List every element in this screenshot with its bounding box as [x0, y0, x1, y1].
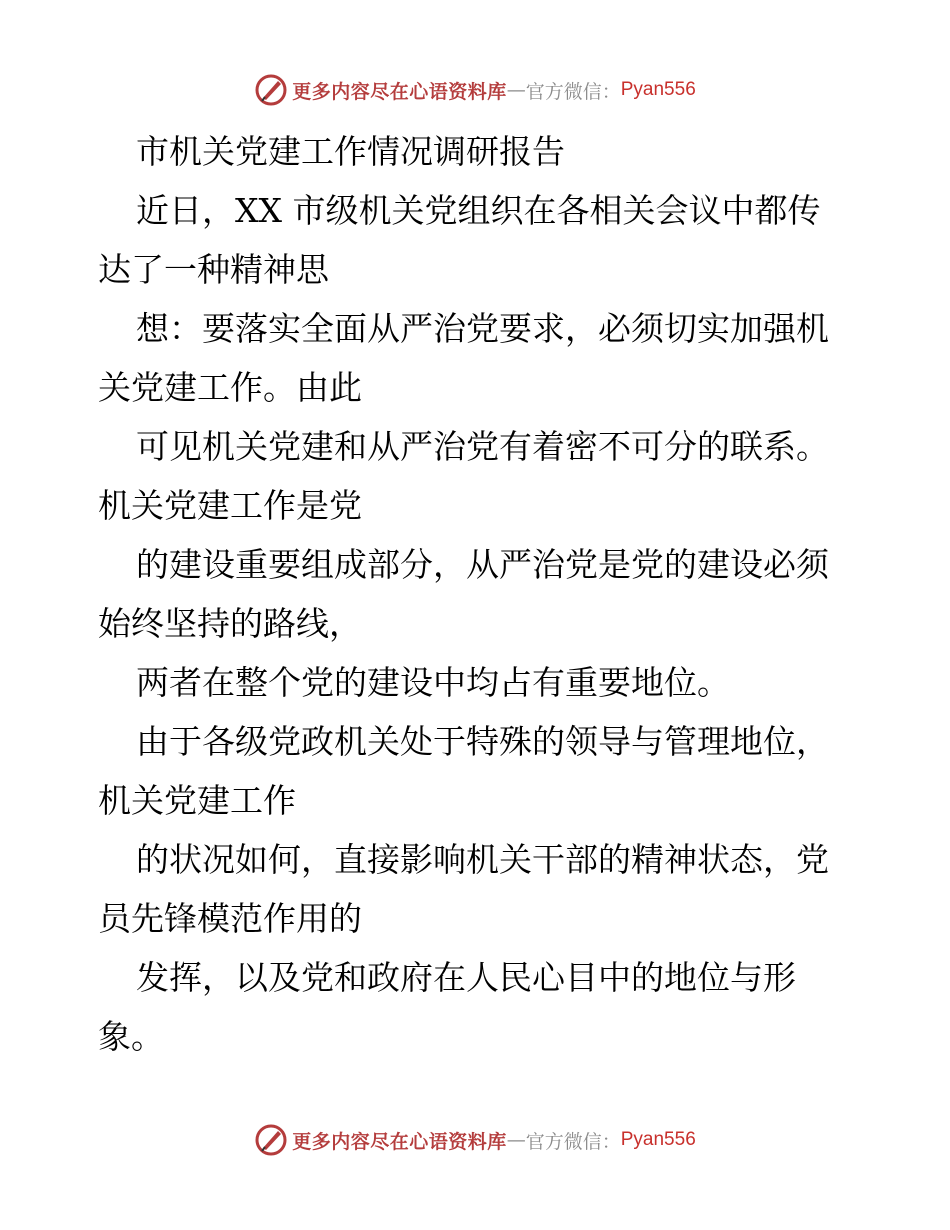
text-line: 机关党建工作是党: [98, 486, 362, 525]
text-line: 关党建工作。由此: [98, 368, 362, 407]
text-line: 两者在整个党的建设中均占有重要地位。: [136, 663, 730, 702]
banner-title: 更多内容尽在心语资料库: [292, 80, 507, 103]
text-line: 机关党建工作: [98, 781, 296, 820]
text-line: 市机关党建工作情况调研报告: [136, 132, 565, 171]
text-line: 象。: [98, 1017, 164, 1056]
banner-wechat-label: 官方微信：: [525, 1130, 621, 1153]
banner-wechat-id: Pyan556: [620, 1129, 696, 1150]
banner-wechat-id: Pyan556: [620, 79, 696, 100]
banner-title: 更多内容尽在心语资料库: [292, 1130, 507, 1153]
text-line: 可见机关党建和从严治党有着密不可分的联系。: [136, 427, 829, 466]
text-line: 的建设重要组成部分，从严治党是党的建设必须: [136, 545, 829, 584]
banner-dash: —: [506, 79, 526, 101]
text-line: 想：要落实全面从严治党要求，必须切实加强机: [136, 309, 829, 348]
banner-dash: —: [506, 1129, 526, 1151]
text-line: 发挥，以及党和政府在人民心目中的地位与形: [136, 958, 796, 997]
text-line: 始终坚持的路线，: [98, 604, 362, 643]
banner-wechat-label: 官方微信：: [525, 80, 621, 103]
quill-pen-logo-icon: [254, 73, 288, 107]
text-line: 由于各级党政机关处于特殊的领导与管理地位，: [136, 722, 829, 761]
document-body: [98, 122, 868, 1066]
text-line: 近日，XX 市级机关党组织在各相关会议中都传: [136, 191, 821, 230]
text-line: 的状况如何，直接影响机关干部的精神状态，党: [136, 840, 829, 879]
header-banner: [0, 70, 950, 110]
footer-banner: [0, 1120, 950, 1160]
text-line: 员先锋模范作用的: [98, 899, 362, 938]
quill-pen-logo-icon: [254, 1123, 288, 1157]
text-line: 达了一种精神思: [98, 250, 329, 289]
